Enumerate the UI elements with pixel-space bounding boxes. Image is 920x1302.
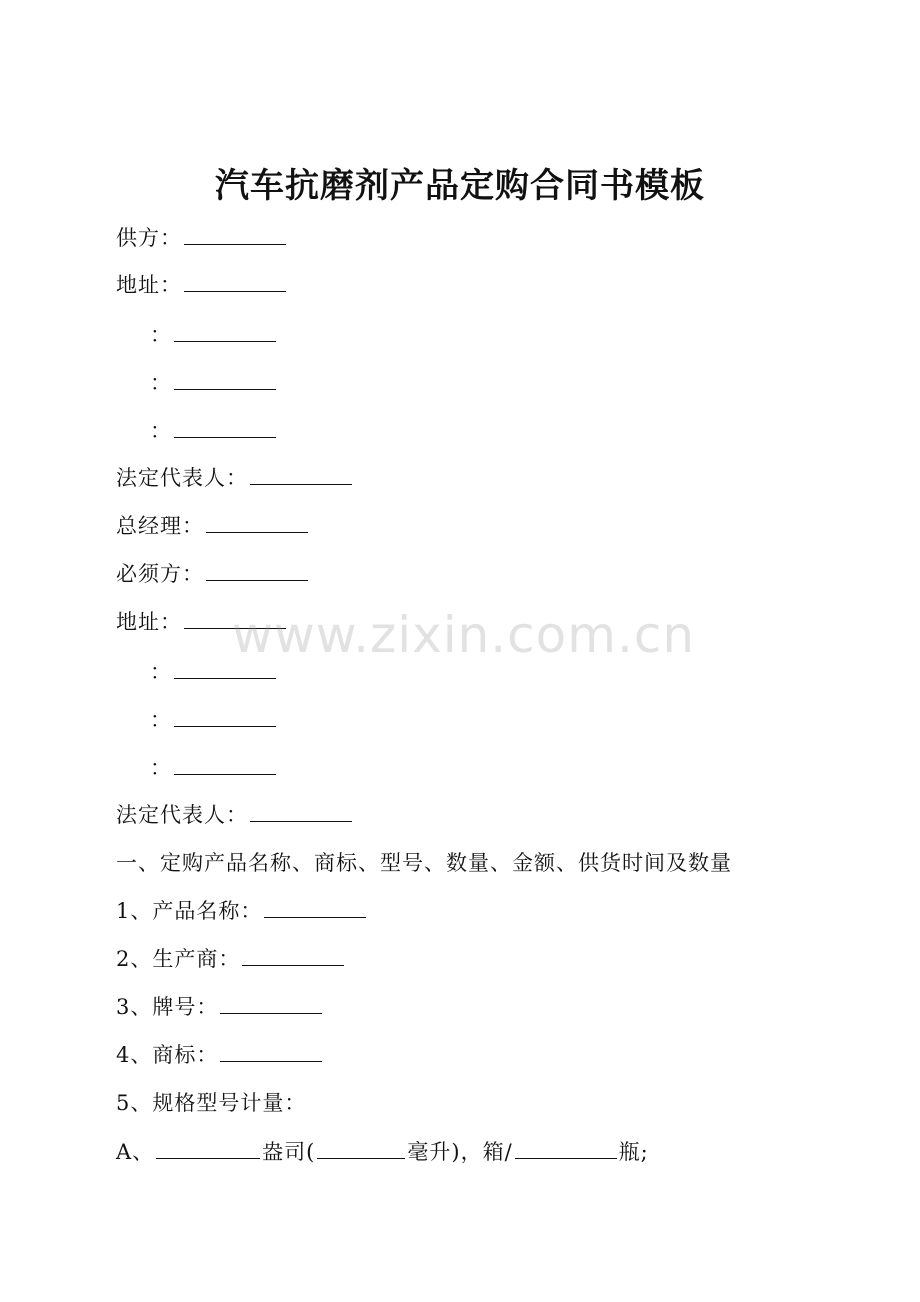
supplier-extra-line-1 xyxy=(150,321,278,349)
buyer-address-label: 地址： xyxy=(116,610,182,634)
buyer-address-blank xyxy=(184,608,286,629)
supplier-extra-label-2: ： xyxy=(150,371,172,395)
supplier-extra-label-3: ： xyxy=(150,419,172,443)
buyer-extra-blank-2 xyxy=(174,706,276,727)
item4-line xyxy=(116,1041,324,1069)
general-manager-blank xyxy=(206,512,308,533)
supplier-label: 供方： xyxy=(116,226,182,250)
supplier-extra-blank-1 xyxy=(174,321,276,342)
buyer-blank xyxy=(206,560,308,581)
buyer-extra-blank-3 xyxy=(174,754,276,775)
supplier-legal-rep-blank xyxy=(250,464,352,485)
item1-line xyxy=(116,897,368,925)
buyer-legal-rep-label: 法定代表人： xyxy=(116,803,248,827)
buyer-extra-label-1: ： xyxy=(150,660,172,684)
supplier-extra-line-2 xyxy=(150,369,278,397)
supplier-line xyxy=(116,224,288,252)
spec-a-line xyxy=(116,1138,649,1166)
section-one-heading: 一、定购产品名称、商标、型号、数量、金额、供货时间及数量 xyxy=(116,851,732,875)
supplier-address-blank xyxy=(184,271,286,292)
buyer-legal-rep-line xyxy=(116,801,354,829)
supplier-legal-rep-line xyxy=(116,464,354,492)
supplier-address-label: 地址： xyxy=(116,273,182,297)
buyer-line xyxy=(116,560,310,588)
spec-a-blank-3 xyxy=(515,1138,617,1159)
item2-label: 2、生产商： xyxy=(116,947,241,971)
buyer-extra-label-2: ： xyxy=(150,708,172,732)
supplier-extra-label-1: ： xyxy=(150,323,172,347)
item2-line xyxy=(116,945,346,973)
buyer-extra-line-1 xyxy=(150,658,278,686)
item2-blank xyxy=(242,945,344,966)
document-title: 汽车抗磨剂产品定购合同书模板 xyxy=(215,166,705,206)
general-manager-line xyxy=(116,512,310,540)
item1-blank xyxy=(264,897,366,918)
buyer-extra-line-3 xyxy=(150,754,278,782)
buyer-extra-blank-1 xyxy=(174,658,276,679)
buyer-label: 必须方： xyxy=(116,562,204,586)
buyer-address-line xyxy=(116,608,288,636)
item4-blank xyxy=(220,1041,322,1062)
item3-label: 3、牌号： xyxy=(116,995,219,1019)
item5-line xyxy=(116,1089,306,1117)
item5-label: 5、规格型号计量： xyxy=(116,1091,307,1115)
watermark: www.zixin.com.cn xyxy=(232,606,696,664)
buyer-extra-label-3: ： xyxy=(150,756,172,780)
supplier-extra-line-3 xyxy=(150,417,278,445)
supplier-blank xyxy=(184,224,286,245)
buyer-legal-rep-blank xyxy=(250,801,352,822)
item3-blank xyxy=(220,993,322,1014)
item1-label: 1、产品名称： xyxy=(116,899,263,923)
item4-label: 4、商标： xyxy=(116,1043,219,1067)
spec-a-part1: 盎司( xyxy=(262,1140,316,1164)
spec-a-part3: 瓶; xyxy=(618,1140,649,1164)
buyer-extra-line-2 xyxy=(150,706,278,734)
supplier-address-line xyxy=(116,271,288,299)
spec-a-blank-1 xyxy=(156,1138,260,1159)
supplier-extra-blank-3 xyxy=(174,417,276,438)
spec-a-blank-2 xyxy=(317,1138,405,1159)
spec-a-part2: 毫升)，箱/ xyxy=(407,1140,513,1164)
supplier-extra-blank-2 xyxy=(174,369,276,390)
item3-line xyxy=(116,993,324,1021)
spec-a-prefix: A、 xyxy=(116,1140,155,1164)
general-manager-label: 总经理： xyxy=(116,514,204,538)
supplier-legal-rep-label: 法定代表人： xyxy=(116,466,248,490)
